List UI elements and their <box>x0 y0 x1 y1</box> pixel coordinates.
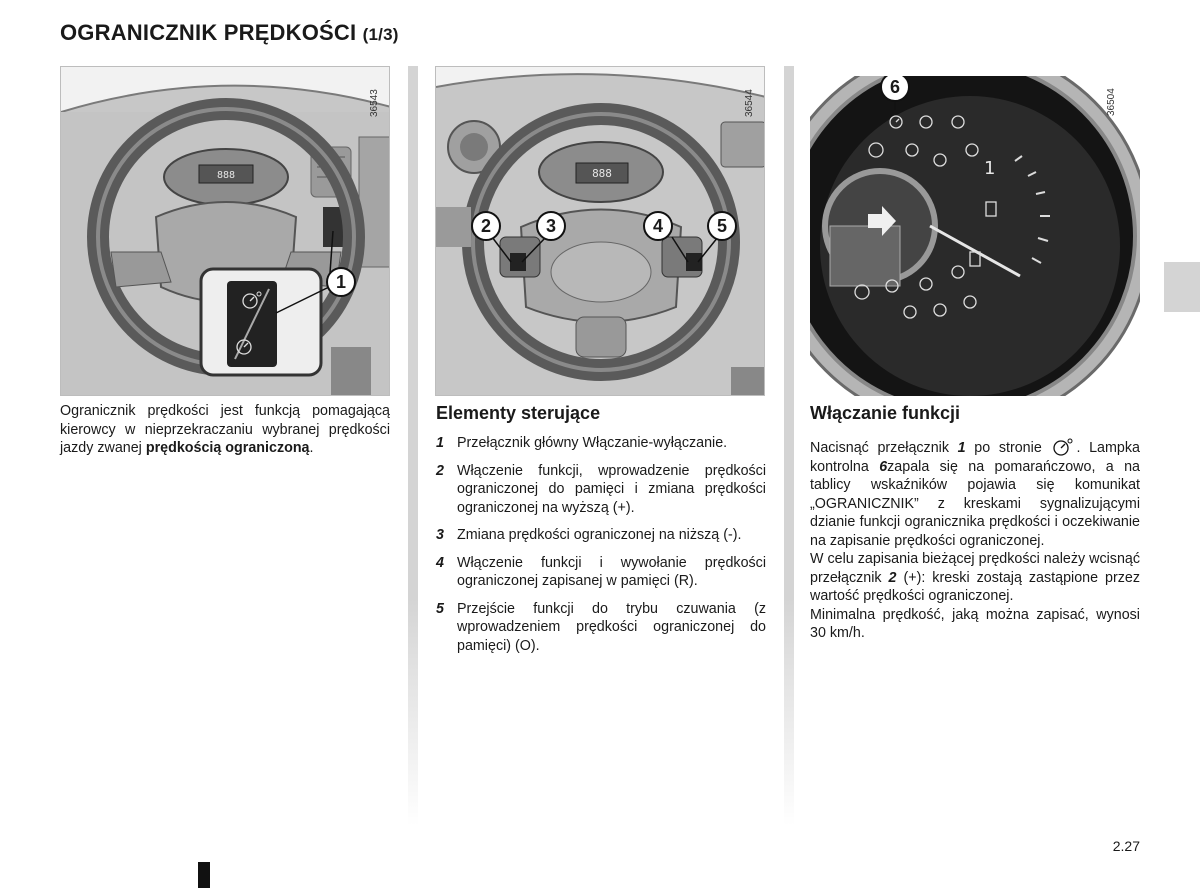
figure-instrument-cluster <box>810 76 1140 396</box>
control-item-number: 4 <box>436 554 444 571</box>
activation-p1-a: Nacisnąć przełącznik <box>810 440 949 456</box>
bottom-marker <box>198 862 210 888</box>
control-list-item <box>436 434 766 453</box>
column-divider-right <box>784 66 794 826</box>
activation-heading: Włączanie funkcji <box>810 403 961 423</box>
activation-p2-a: W celu zapisania bieżącej prędkości należy wcisnąć przełącznik <box>810 551 1140 586</box>
activation-p1-b: po stronie <box>974 440 1042 456</box>
controls-list <box>436 434 766 664</box>
figure-1-number: 36543 <box>369 89 380 117</box>
control-item-text: Przejście funkcji do trybu czuwania (z wprowadzeniem prędkości ograniczonej do pamięci) (O). <box>457 600 766 654</box>
control-item-text: Włączenie funkcji i wywołanie prędkości ograniczonej zapisanej w pamięci (R). <box>457 554 766 589</box>
column-divider-left <box>408 66 418 826</box>
callout-3: 3 <box>536 211 566 241</box>
activation-p1-num6: 6 <box>879 458 888 475</box>
control-item-number: 2 <box>436 462 444 479</box>
chapter-tab <box>1164 262 1200 312</box>
figure-steering-wheel-switch <box>60 66 390 396</box>
figure-3-number: 36504 <box>1106 88 1117 116</box>
figure-2-number: 36544 <box>744 89 755 117</box>
control-item-number: 5 <box>436 600 444 617</box>
activation-p2-num2: 2 <box>888 569 897 586</box>
callout-2: 2 <box>471 211 501 241</box>
control-list-item <box>436 526 766 545</box>
control-item-text: Zmiana prędkości ograniczonej na niższą (-). <box>457 527 742 543</box>
controls-heading: Elementy sterujące <box>436 403 601 423</box>
speed-limiter-icon <box>1052 438 1074 456</box>
control-list-item <box>436 554 766 591</box>
callout-5: 5 <box>707 211 737 241</box>
intro-paragraph <box>60 402 390 458</box>
figure-1-illustration <box>61 67 390 396</box>
page-number: 2.27 <box>1112 838 1140 854</box>
figure-3-illustration <box>810 76 1140 396</box>
control-list-item <box>436 462 766 518</box>
page-title-part: (1/3) <box>362 25 399 44</box>
activation-p1-c: . Lampka kontrolna <box>810 440 1140 475</box>
activation-text <box>810 438 1140 643</box>
activation-p1-num1: 1 <box>957 440 966 456</box>
figure-steering-wheel-controls <box>435 66 765 396</box>
activation-p1-d: zapala się na pomarańczowo, a na tablicy wskaźników pojawia się komunikat „OGRANICZNIK” z kreskami sygnalizującymi dzianie funkcji ogranicznika prędkości i oczekiwanie na zapisanie prędkości ograniczonej. <box>810 458 1140 549</box>
intro-bold-term: prędkością ograniczoną <box>145 440 310 456</box>
activation-p2-b: (+): kreski zostają zastąpione przez wartość prędkości ograniczonej. <box>810 569 1140 604</box>
svg-text:888: 888 <box>216 170 236 181</box>
page-title <box>60 20 399 46</box>
callout-6: 6 <box>880 76 910 102</box>
control-item-text: Przełącznik główny Włączanie-wyłączanie. <box>457 435 728 451</box>
page-title-text: OGRANICZNIK PRĘDKOŚCI <box>60 20 357 45</box>
control-item-text: Włączenie funkcji, wprowadzenie prędkości ograniczonej do pamięci i zmiana prędkości ograniczonej na wyższą (+). <box>457 462 766 516</box>
control-item-number: 1 <box>436 435 444 451</box>
svg-text:888: 888 <box>592 167 612 180</box>
callout-1: 1 <box>326 267 356 297</box>
activation-p3: Minimalna prędkość, jaką można zapisać, wynosi 30 km/h. <box>810 606 1140 641</box>
svg-text:1: 1 <box>984 158 996 179</box>
control-list-item <box>436 600 766 656</box>
control-item-number: 3 <box>436 527 444 543</box>
intro-text: Ogranicznik prędkości jest funkcją pomagającą kierowcy w nieprzekraczaniu wybranej prędkości jazdy zwanej <box>60 403 390 456</box>
callout-4: 4 <box>643 211 673 241</box>
intro-end: . <box>309 440 314 456</box>
